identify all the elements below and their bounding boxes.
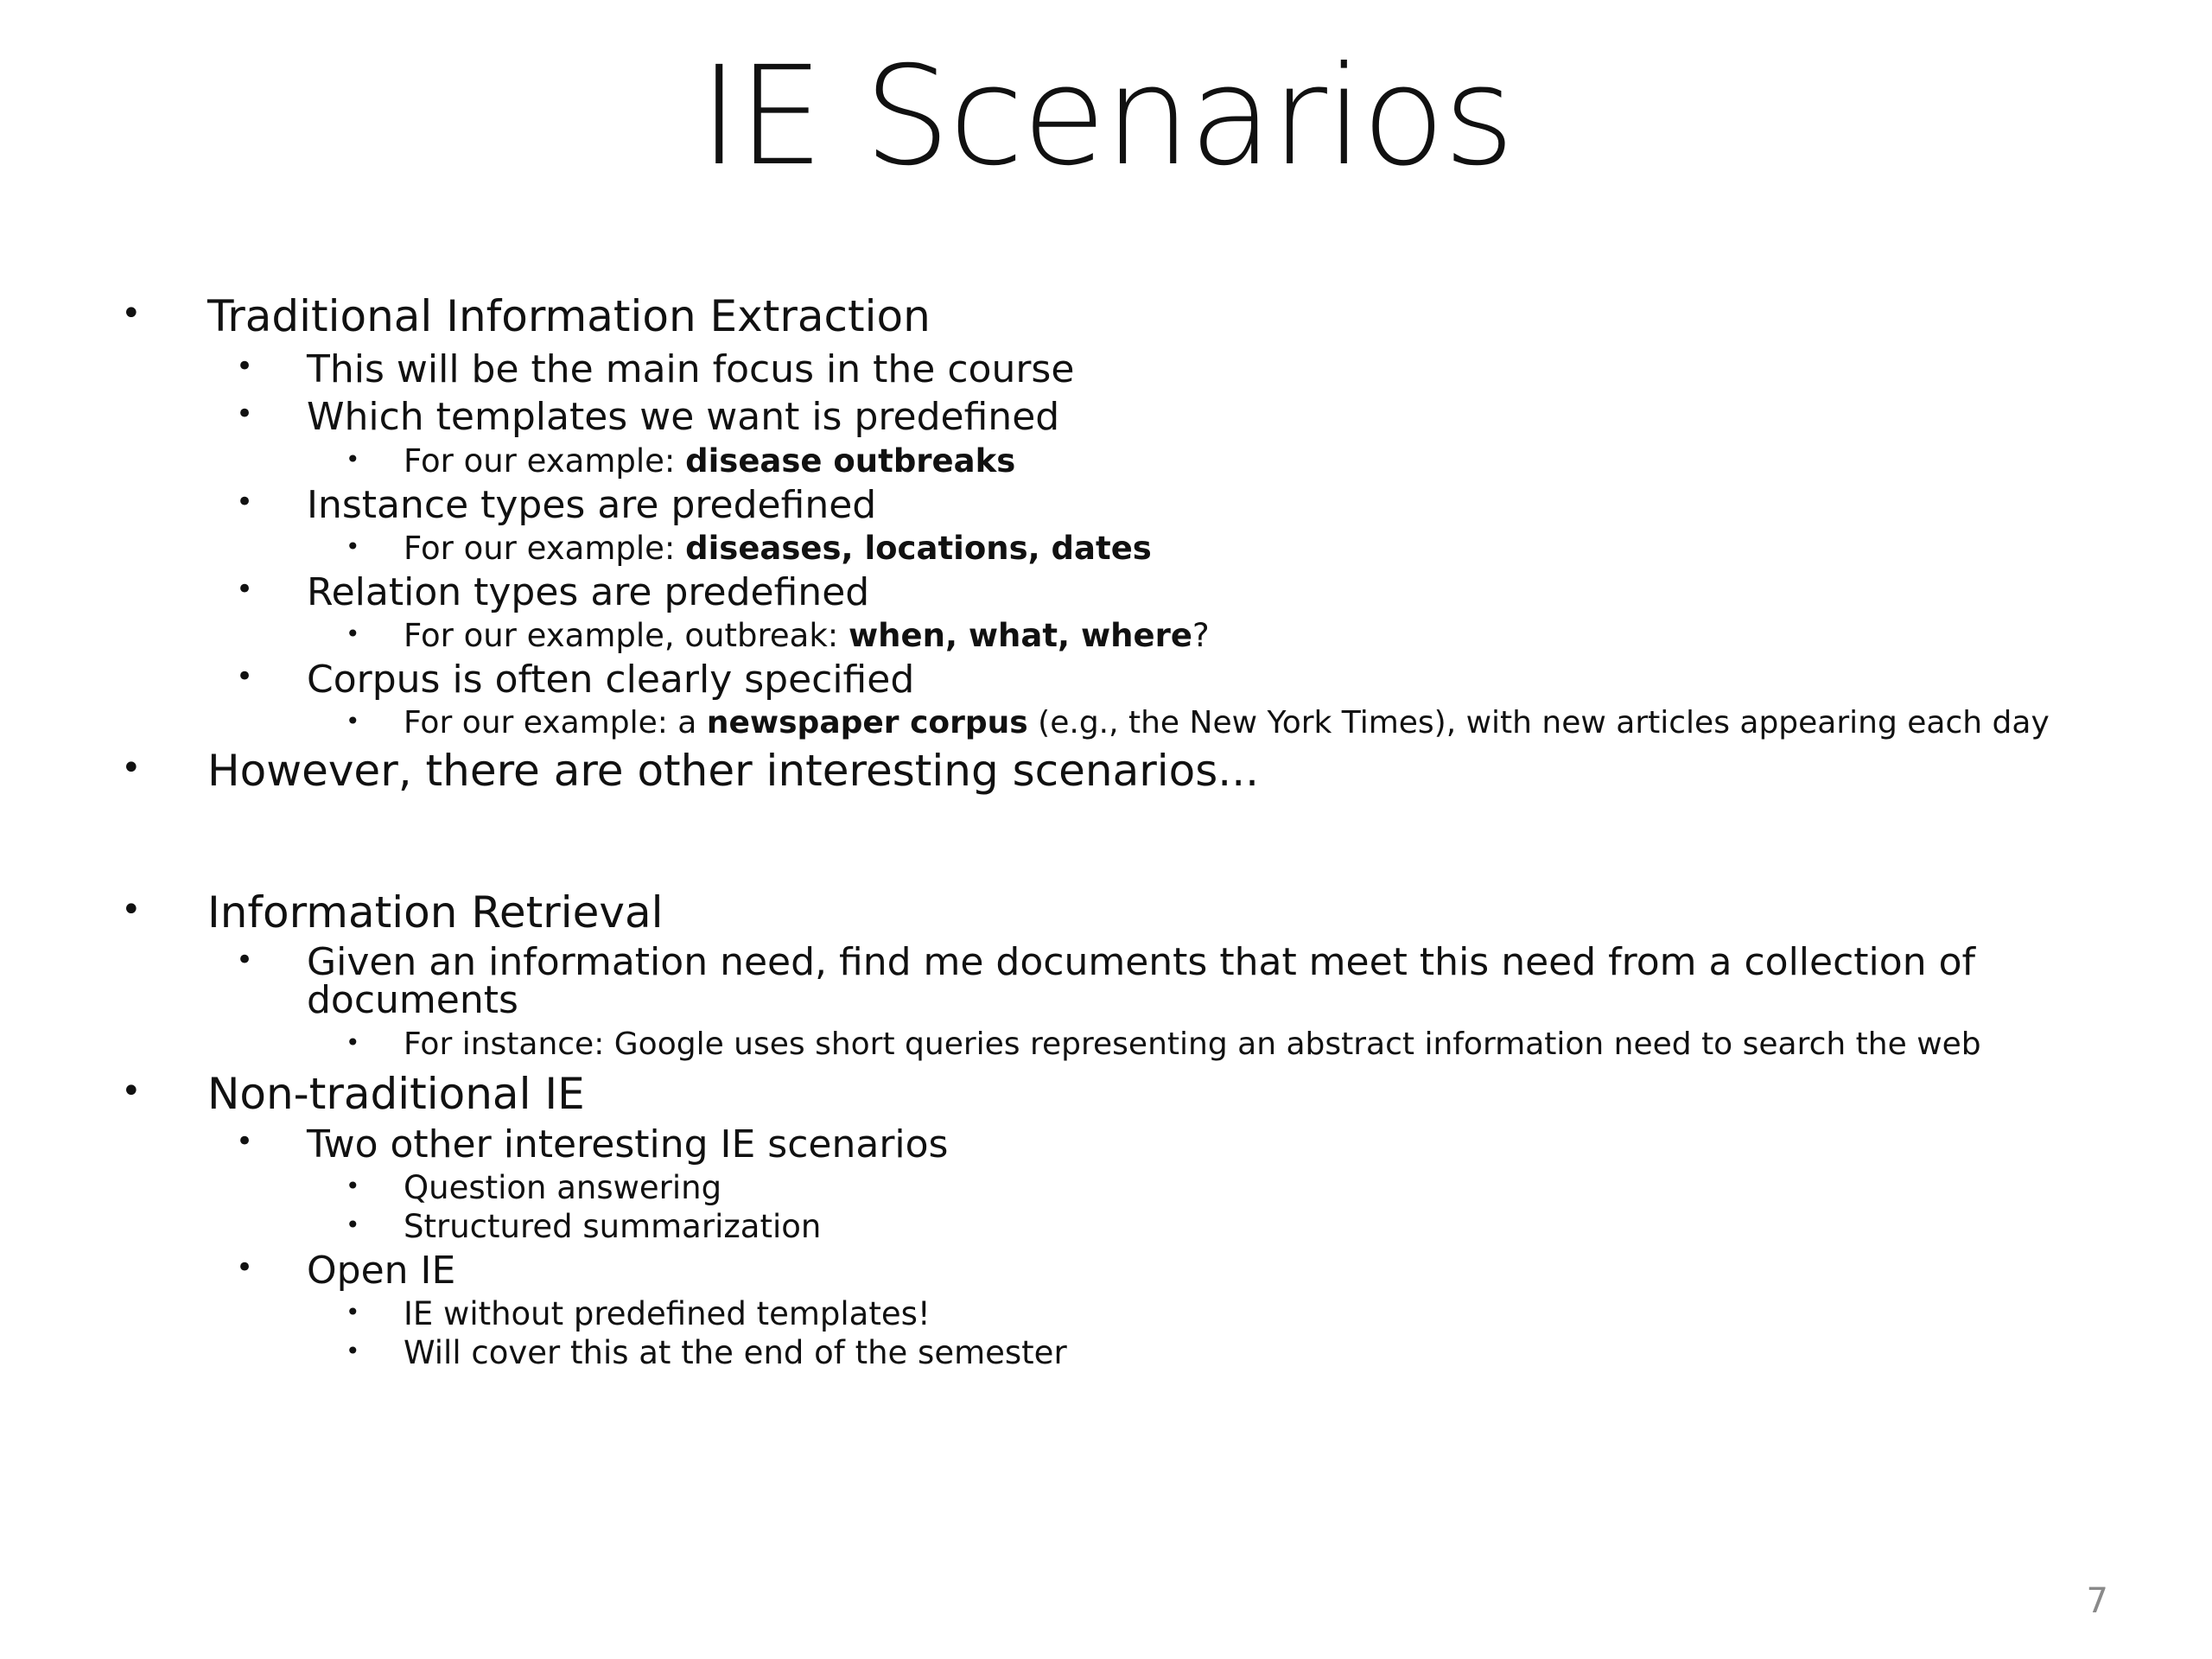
bullet-icon: • (236, 1124, 254, 1159)
bullet-icon: • (121, 748, 142, 788)
bullet-icon: • (346, 1172, 360, 1200)
bullet-icon: • (121, 890, 142, 930)
example-label: For our example, outbreak: (404, 617, 849, 654)
bullet-icon: • (346, 1298, 360, 1326)
bullet-icon: • (236, 659, 254, 694)
bullet-icon: • (346, 1337, 360, 1365)
example-value: when, what, where (848, 617, 1192, 654)
slide-title: IE Scenarios (699, 37, 1513, 196)
bullet-icon: • (346, 445, 360, 474)
bullet-icon: • (346, 620, 360, 648)
bullet-icon: • (346, 707, 360, 735)
slide: IE Scenarios • Traditional Information Extraction • This will be the main focus in the course • Which templates we want is predefined • For our example: disease outbreaks • Instance types are predefined • For our example: diseases, locations, dates • Relation types are predefined • For our example, outbreak: when, what, where? • Corpus is often clearly specified • For our example: a newspaper corpus (e.g., the New York Times), with new articles appearing each day • However, there are other interesting scenarios... • Information Retrieval • Given an information need, find me documents that meet this need from a collection of documents • For instance: Google uses short queries representing an abstract information need to search the web • Non-traditional IE • Two other interesting IE scenarios • Question answering • Structured summarization • Open IE • IE without predefined templates! • Will cover this at the end of the semester 7 (0, 0, 2212, 1659)
bullet-icon: • (236, 572, 254, 607)
example-value: disease outbreaks (685, 442, 1016, 480)
example-label: For our example: a (404, 705, 707, 741)
example-label: For our example: (404, 530, 686, 567)
bullet-icon: • (121, 1071, 142, 1111)
example-value: diseases, locations, dates (685, 530, 1152, 567)
bullet-icon: • (236, 349, 254, 384)
bullet-icon: • (346, 1028, 360, 1057)
bullet-icon: • (236, 943, 254, 977)
bullet-icon: • (346, 1211, 360, 1239)
example-value: newspaper corpus (706, 705, 1028, 741)
example-suffix: (e.g., the New York Times), with new articles appearing each day (1027, 705, 2050, 741)
bullet-icon: • (236, 397, 254, 431)
bullet-icon: • (346, 532, 360, 561)
example-suffix: ? (1192, 617, 1210, 654)
example-label: For our example: (404, 442, 686, 480)
bullet-icon: • (236, 1250, 254, 1285)
bullet-icon: • (236, 485, 254, 519)
page-number: 7 (2086, 1581, 2108, 1621)
bullet-icon: • (121, 294, 142, 334)
